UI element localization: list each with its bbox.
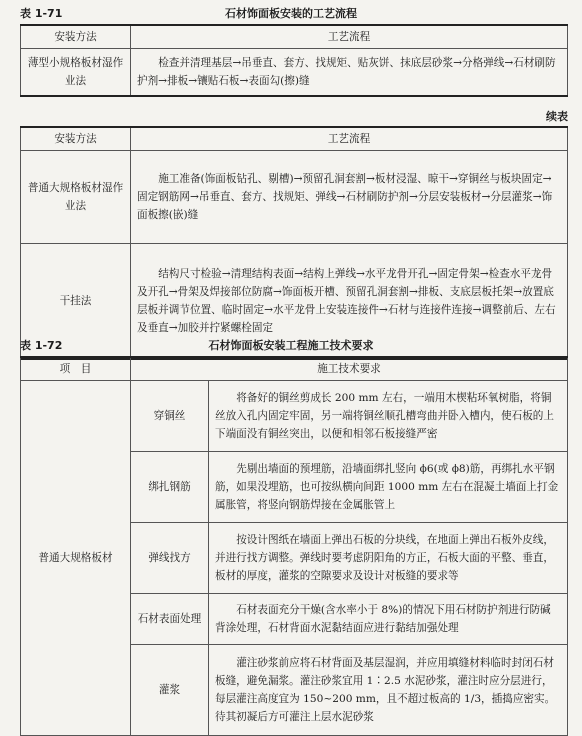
requirement-cell: 灌注砂浆前应将石材背面及基层湿润，并应用填缝材料临时封闭石材板缝，避免漏浆。灌注砂浆宜用 1∶2.5 水泥砂浆，灌注时应分层进行，每层灌注高度宜为 150~200 mm，且不超过板高的 1/3，插捣应密实。待其初凝后方可灌注上层水泥砂浆 xyxy=(209,645,568,736)
item-cell: 穿铜丝 xyxy=(131,381,209,452)
table-row xyxy=(21,381,568,452)
table-header-row xyxy=(21,25,568,49)
table-1-72 xyxy=(20,356,568,736)
item-cell: 绑扎钢筋 xyxy=(131,452,209,523)
item-cell: 灌浆 xyxy=(131,645,209,736)
header-requirement: 施工技术要求 xyxy=(131,357,568,381)
table-1-71-title: 石材饰面板安装的工艺流程 xyxy=(225,7,357,20)
table-row xyxy=(21,49,568,97)
requirement-cell: 石材表面充分干燥(含水率小于 8%)的情况下用石材防护剂进行防碱背涂处理，石材背面水泥黏结面应进行黏结加强处理 xyxy=(209,594,568,645)
group-cell: 普通大规格板材 xyxy=(21,381,131,736)
table-row xyxy=(21,151,568,244)
table-1-72-caption xyxy=(0,334,582,352)
table-1-71 xyxy=(20,24,568,97)
requirement-cell: 按设计图纸在墙面上弹出石板的分块线，在地面上弹出石板外皮线，并进行找方调整。弹线时要考虑阴阳角的方正，石板大面的平整、垂直，板材的厚度，灌浆的空隙要求及设计对板缝的要求等 xyxy=(209,523,568,594)
table-1-72-number: 表 1-72 xyxy=(20,339,63,352)
table-header-row xyxy=(21,127,568,151)
requirement-cell: 将备好的铜丝剪成长 200 mm 左右，一端用木楔粘环氧树脂，将铜丝放入孔内固定牢固，另一端将铜丝顺孔槽弯曲并卧入槽内，使石板的上下端面没有铜丝突出，以便和相邻石板接缝严密 xyxy=(209,381,568,452)
process-cell: 检查并清理基层→吊垂直、套方、找规矩、贴灰饼、抹底层砂浆→分格弹线→石材刷防护剂→排板→镶贴石板→表面勾(擦)缝 xyxy=(131,49,568,97)
table-1-72-title: 石材饰面板安装工程施工技术要求 xyxy=(208,339,374,352)
table-1-71-caption xyxy=(0,2,582,20)
method-cell: 薄型小规格板材湿作业法 xyxy=(21,49,131,97)
table-1-71-number: 表 1-71 xyxy=(20,7,63,20)
method-cell: 普通大规格板材湿作业法 xyxy=(21,151,131,244)
header-method: 安装方法 xyxy=(21,25,131,49)
continued-label: 续表 xyxy=(546,110,568,123)
requirement-cell: 先剔出墙面的预埋筋，沿墙面绑扎竖向 ϕ6(或 ϕ8)筋，再绑扎水平钢筋，如果没埋筋，也可按纵横向间距 1000 mm 左右在混凝土墙面上打金属胀管，将竖向钢筋焊接在金属胀管上 xyxy=(209,452,568,523)
header-item: 项 目 xyxy=(21,357,131,381)
method-cell: 干挂法 xyxy=(21,244,131,360)
process-cell: 施工准备(饰面板钻孔、剔槽)→预留孔洞套割→板材浸湿、晾干→穿铜丝与板块固定→固定钢筋网→吊垂直、套方、找规矩、弹线→石材刷防护剂→分层安装板材→分层灌浆→饰面板擦(嵌)缝 xyxy=(131,151,568,244)
header-process: 工艺流程 xyxy=(131,127,568,151)
table-header-row xyxy=(21,357,568,381)
process-cell: 结构尺寸检验→清理结构表面→结构上弹线→水平龙骨开孔→固定骨架→检查水平龙骨及开孔→骨架及焊接部位防腐→饰面板开槽、预留孔洞套割→排板、支底层板托架→放置底层板并调节位置、临时固定→水平龙骨上安装连接件→石材与连接件连接→调整前后、左右及垂直→加胶并拧紧螺栓固定 xyxy=(131,244,568,360)
header-method: 安装方法 xyxy=(21,127,131,151)
item-cell: 石材表面处理 xyxy=(131,594,209,645)
header-process: 工艺流程 xyxy=(131,25,568,49)
table-1-71-continued xyxy=(20,126,568,360)
item-cell: 弹线找方 xyxy=(131,523,209,594)
